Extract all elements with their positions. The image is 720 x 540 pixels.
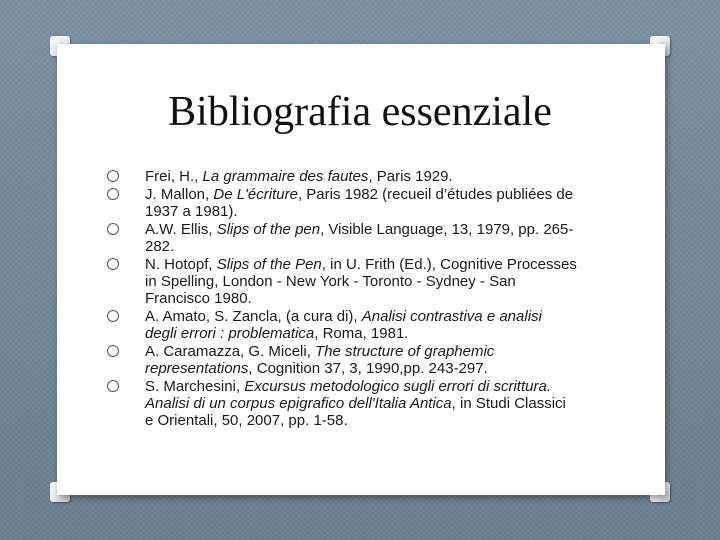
circle-bullet-icon xyxy=(107,188,119,200)
reference-item xyxy=(107,308,577,342)
reference-title: Analisi contrastiva e analisi degli errori : problematica xyxy=(145,308,542,342)
reference-item xyxy=(107,221,577,255)
reference-author: N. Hotopf, xyxy=(145,256,217,273)
reference-author: A. Amato, S. Zancla, (a cura di), xyxy=(145,308,362,325)
circle-bullet-icon xyxy=(107,345,119,357)
circle-bullet-icon xyxy=(107,310,119,322)
reference-item xyxy=(107,186,577,220)
reference-details: , Paris 1929. xyxy=(368,168,453,185)
reference-author: J. Mallon, xyxy=(145,186,214,203)
reference-title: Slips of the pen xyxy=(216,221,321,238)
circle-bullet-icon xyxy=(107,223,119,235)
reference-details: , Roma, 1981. xyxy=(314,325,409,342)
reference-item xyxy=(107,343,577,377)
reference-details: , in Studi Classici e Orientali, 50, 2007, pp. 1-58. xyxy=(145,395,566,429)
reference-details: , Cognition 37, 3, 1990,pp. 243-297. xyxy=(248,360,488,377)
reference-details: , Visible Language, 13, 1979, pp. 265-282. xyxy=(145,221,574,255)
reference-author: S. Marchesini, xyxy=(145,378,245,395)
reference-title: Excursus metodologico sugli errori di scrittura. Analisi di un corpus epigrafico dell'Italia Antica xyxy=(145,378,551,412)
reference-title: Slips of the Pen xyxy=(216,256,322,273)
circle-bullet-icon xyxy=(107,380,119,392)
reference-author: Frei, H., xyxy=(145,168,203,185)
circle-bullet-icon xyxy=(107,258,119,270)
reference-item xyxy=(107,168,577,185)
reference-title: The structure of graphemic representations xyxy=(145,343,495,377)
reference-details: , Paris 1982 (recueil d’études publiées de 1937 a 1981). xyxy=(145,186,574,220)
reference-author: A. Caramazza, G. Miceli, xyxy=(145,343,316,360)
reference-title: La grammaire des fautes xyxy=(202,168,369,185)
reference-item xyxy=(107,256,577,307)
reference-author: A.W. Ellis, xyxy=(145,221,217,238)
reference-list xyxy=(107,168,577,430)
reference-item xyxy=(107,378,577,429)
reference-details: , in U. Frith (Ed.), Cognitive Processes in Spelling, London - New York - Toronto - Sydney - San Francisco 1980. xyxy=(145,256,577,307)
reference-title: De L'écriture xyxy=(213,186,298,203)
circle-bullet-icon xyxy=(107,170,119,182)
slide-title: Bibliografia essenziale xyxy=(168,89,552,135)
